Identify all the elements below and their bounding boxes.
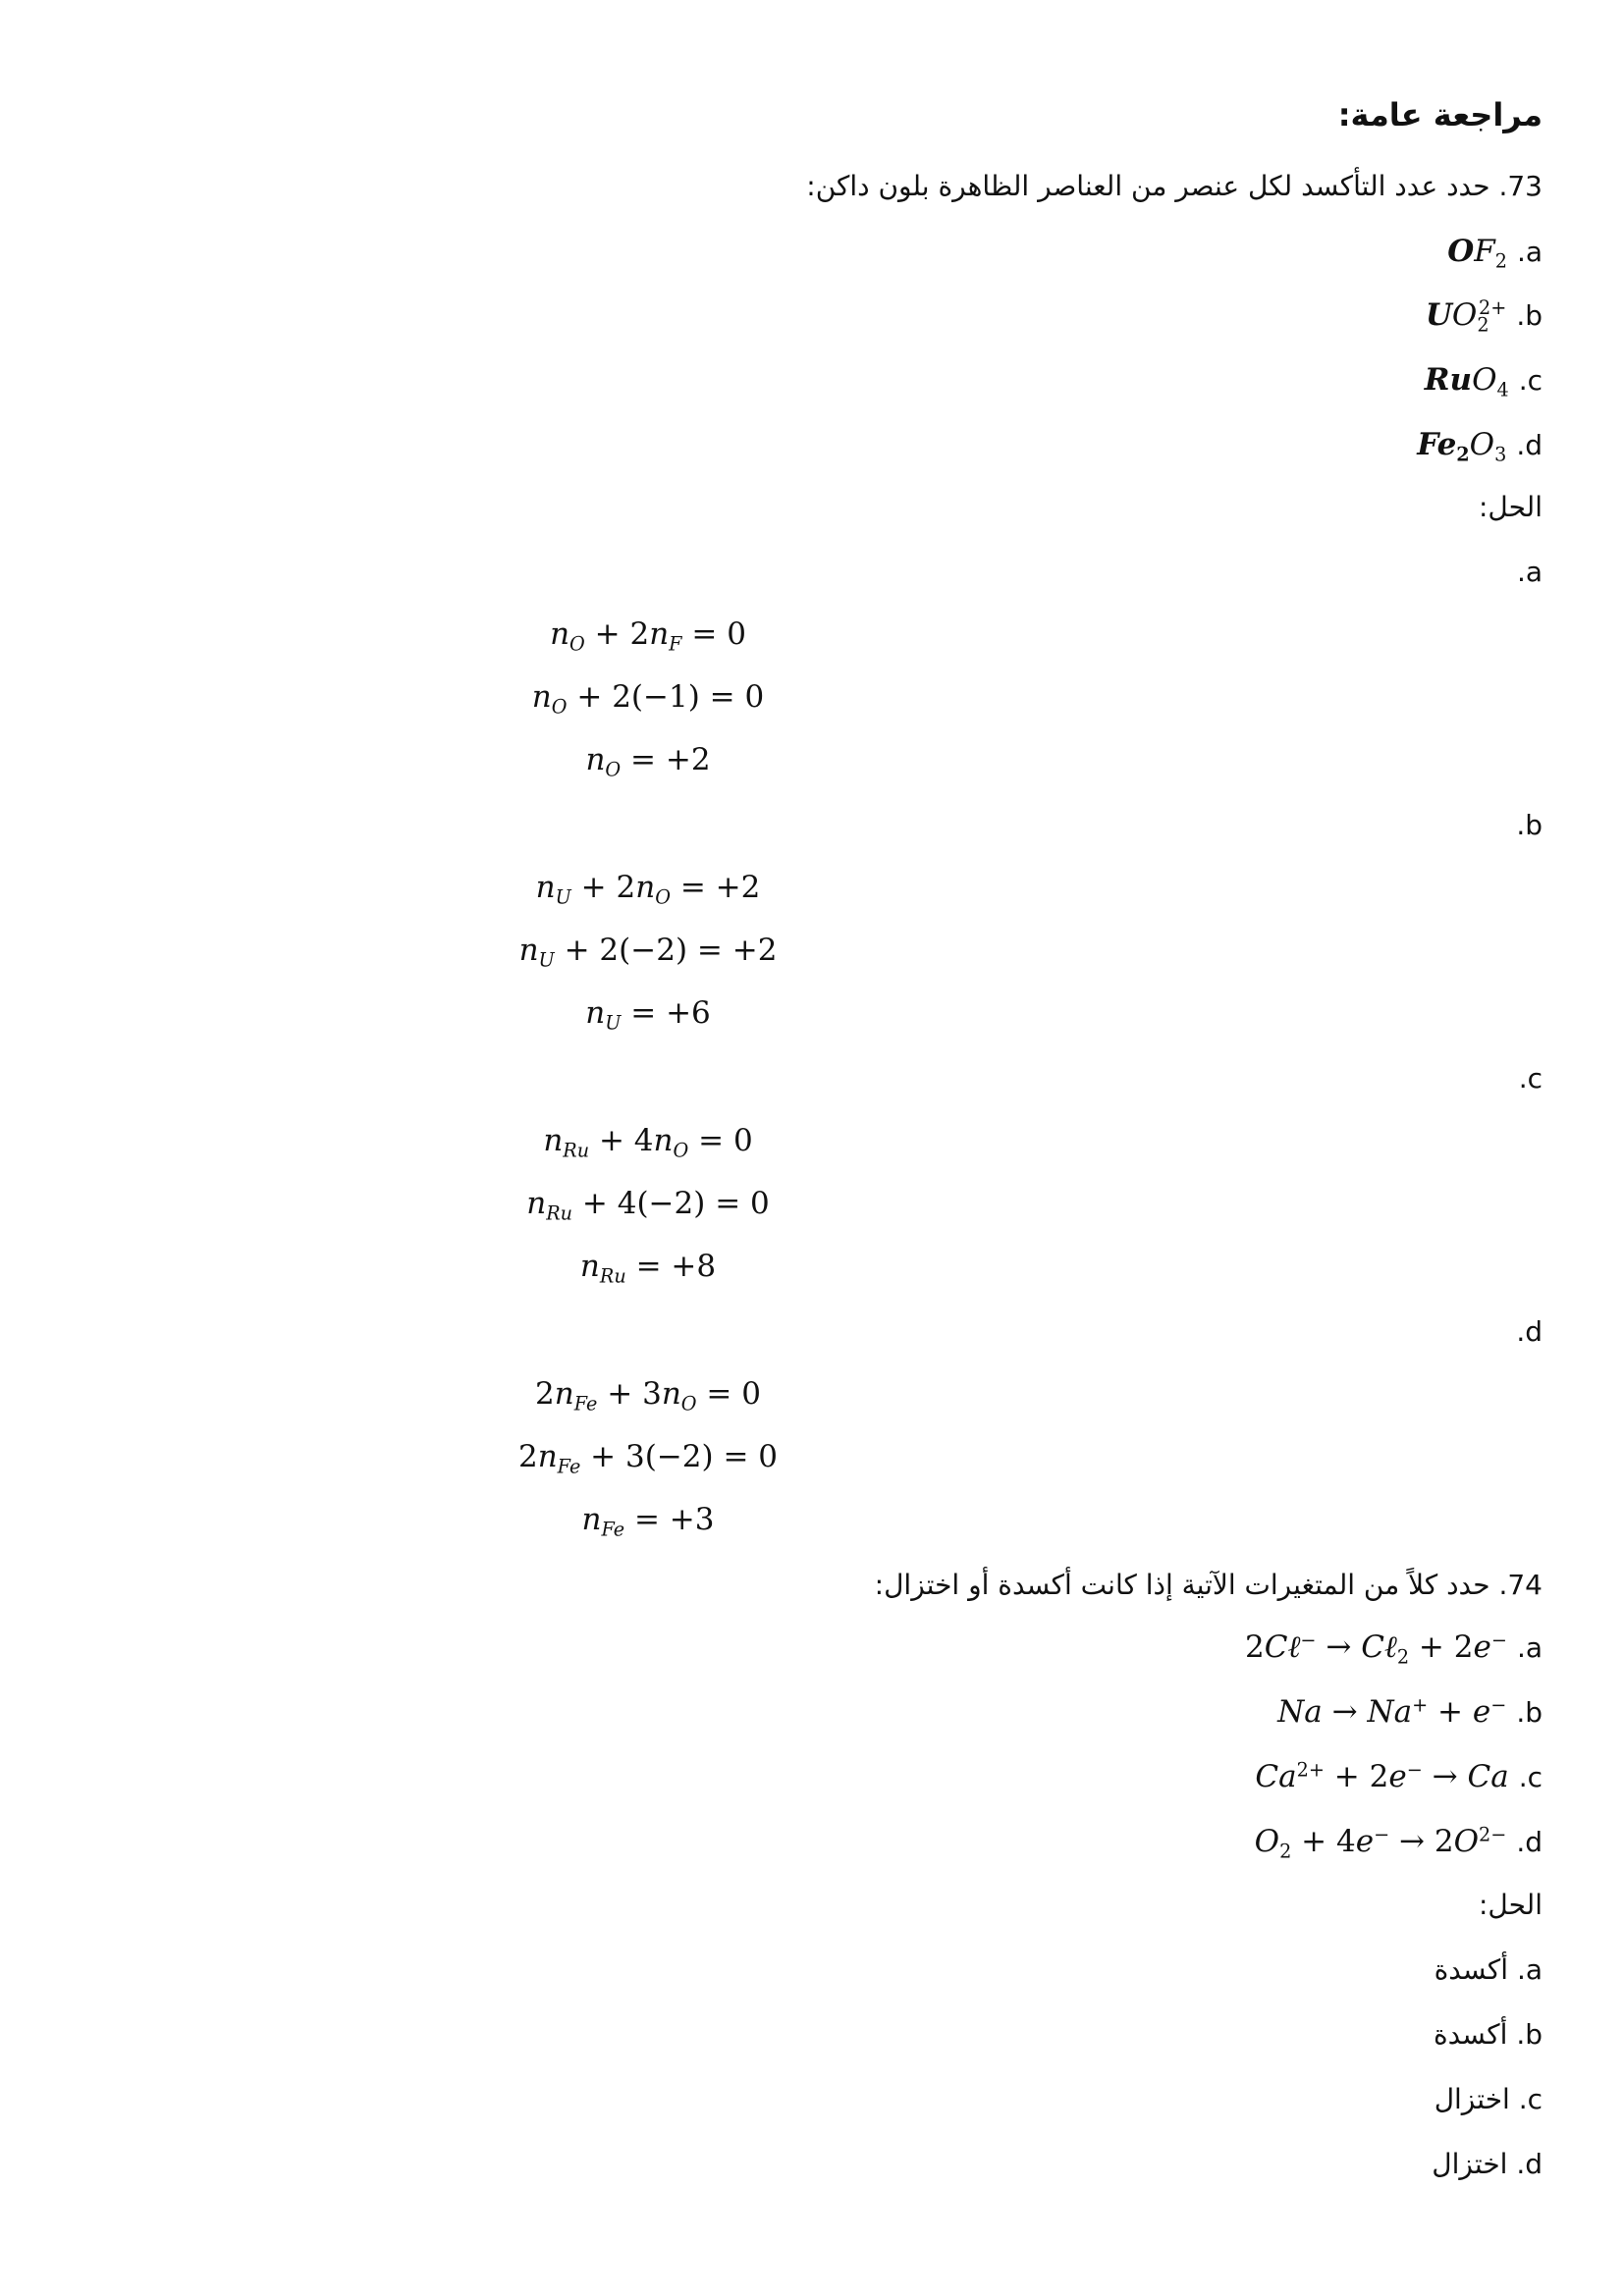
q73-sol-a-line-2: $n_O + 2(-1) = 0$ — [531, 679, 765, 719]
q74-answer-a-label: .a — [1516, 1953, 1543, 1986]
q73-sol-b-label: .b — [1516, 809, 1543, 841]
q74-answer-b — [1434, 2018, 1543, 2051]
q74-solution-label: الحل: — [1478, 1889, 1543, 1921]
q73-sol-d-line-3: $n_{Fe} = +3$ — [581, 1502, 715, 1541]
q74-item-b: Na → Na+ + e− .b — [1277, 1693, 1543, 1730]
q73-item-a: $OF_2$ .a — [1447, 234, 1543, 273]
q74-item-c-label: .c — [1518, 1761, 1543, 1793]
q74-answer-a — [1435, 1953, 1543, 1986]
q73-item-b: $UO_2^{2+}$ .b — [1425, 296, 1543, 337]
q74-answer-c-text: اختزال — [1434, 2083, 1510, 2115]
q74-item-a: 2Cℓ− → Cℓ$_2$ + 2e− .a — [1245, 1629, 1543, 1669]
q73-sol-b-line-3: $n_U = +6$ — [585, 995, 711, 1035]
q73-sol-c-label: .c — [1518, 1062, 1543, 1095]
q74-item-b-label: .b — [1516, 1696, 1543, 1729]
q73-item-c: RuO$_4$ .c — [1424, 362, 1543, 401]
q73-item-c-label: .c — [1518, 364, 1543, 397]
q74-item-c: $Ca^{2+} + 2e^- \to Ca$ .c — [1255, 1758, 1543, 1794]
q73-sol-c-line-1: $n_{Ru} + 4n_O = 0$ — [543, 1123, 753, 1162]
q73-item-d-label: .d — [1516, 429, 1543, 461]
q73-sol-a-line-3: $n_O = +2$ — [585, 742, 711, 781]
q74-item-d-label: .d — [1516, 1826, 1543, 1858]
q74-answer-b-text: أكسدة — [1433, 2018, 1508, 2051]
q74-answer-c — [1435, 2083, 1543, 2115]
q73-sol-d-label: .d — [1516, 1315, 1543, 1348]
q73-sol-d-line-2: $2n_{Fe} + 3(-2) = 0$ — [517, 1439, 779, 1478]
q73-sol-a-label: .a — [1516, 556, 1543, 588]
q73-item-b-label: .b — [1516, 299, 1543, 332]
q73-sol-d-line-1: $2n_{Fe} + 3n_O = 0$ — [535, 1376, 761, 1415]
q74-item-a-label: .a — [1516, 1631, 1543, 1664]
q74-answer-a-text: أكسدة — [1434, 1953, 1509, 1986]
q73-sol-b-line-2: $n_U + 2(-2) = +2$ — [518, 933, 778, 972]
question-73-prompt: 73. حدد عدد التأكسد لكل عنصر من العناصر الظاهرة بلون داكن: — [806, 170, 1543, 202]
q74-answer-b-label: .b — [1516, 2018, 1543, 2051]
q73-sol-a-line-1: $n_O + 2n_F = 0$ — [550, 616, 746, 656]
q74-answer-c-label: .c — [1518, 2083, 1543, 2115]
q73-solution-label: الحل: — [1478, 491, 1543, 523]
q73-sol-c-line-3: $n_{Ru} = +8$ — [579, 1249, 717, 1288]
q73-sol-b-line-1: $n_U + 2n_O = +2$ — [535, 870, 761, 909]
question-74-prompt: 74. حدد كلاً من المتغيرات الآتية إذا كانت أكسدة أو اختزال: — [874, 1569, 1543, 1601]
q73-item-a-label: .a — [1516, 236, 1543, 268]
q74-answer-d-text: اختزال — [1432, 2148, 1508, 2180]
q74-item-d: $O_2 + 4e^- \to 2O^{2-}$ .d — [1254, 1823, 1543, 1863]
q73-sol-c-line-2: $n_{Ru} + 4(-2) = 0$ — [526, 1186, 770, 1225]
section-heading: مراجعة عامة: — [1337, 96, 1543, 133]
q74-answer-d — [1432, 2148, 1543, 2180]
q73-item-d: $Fe_2O_3$ .d — [1417, 427, 1543, 466]
q74-answer-d-label: .d — [1516, 2148, 1543, 2180]
